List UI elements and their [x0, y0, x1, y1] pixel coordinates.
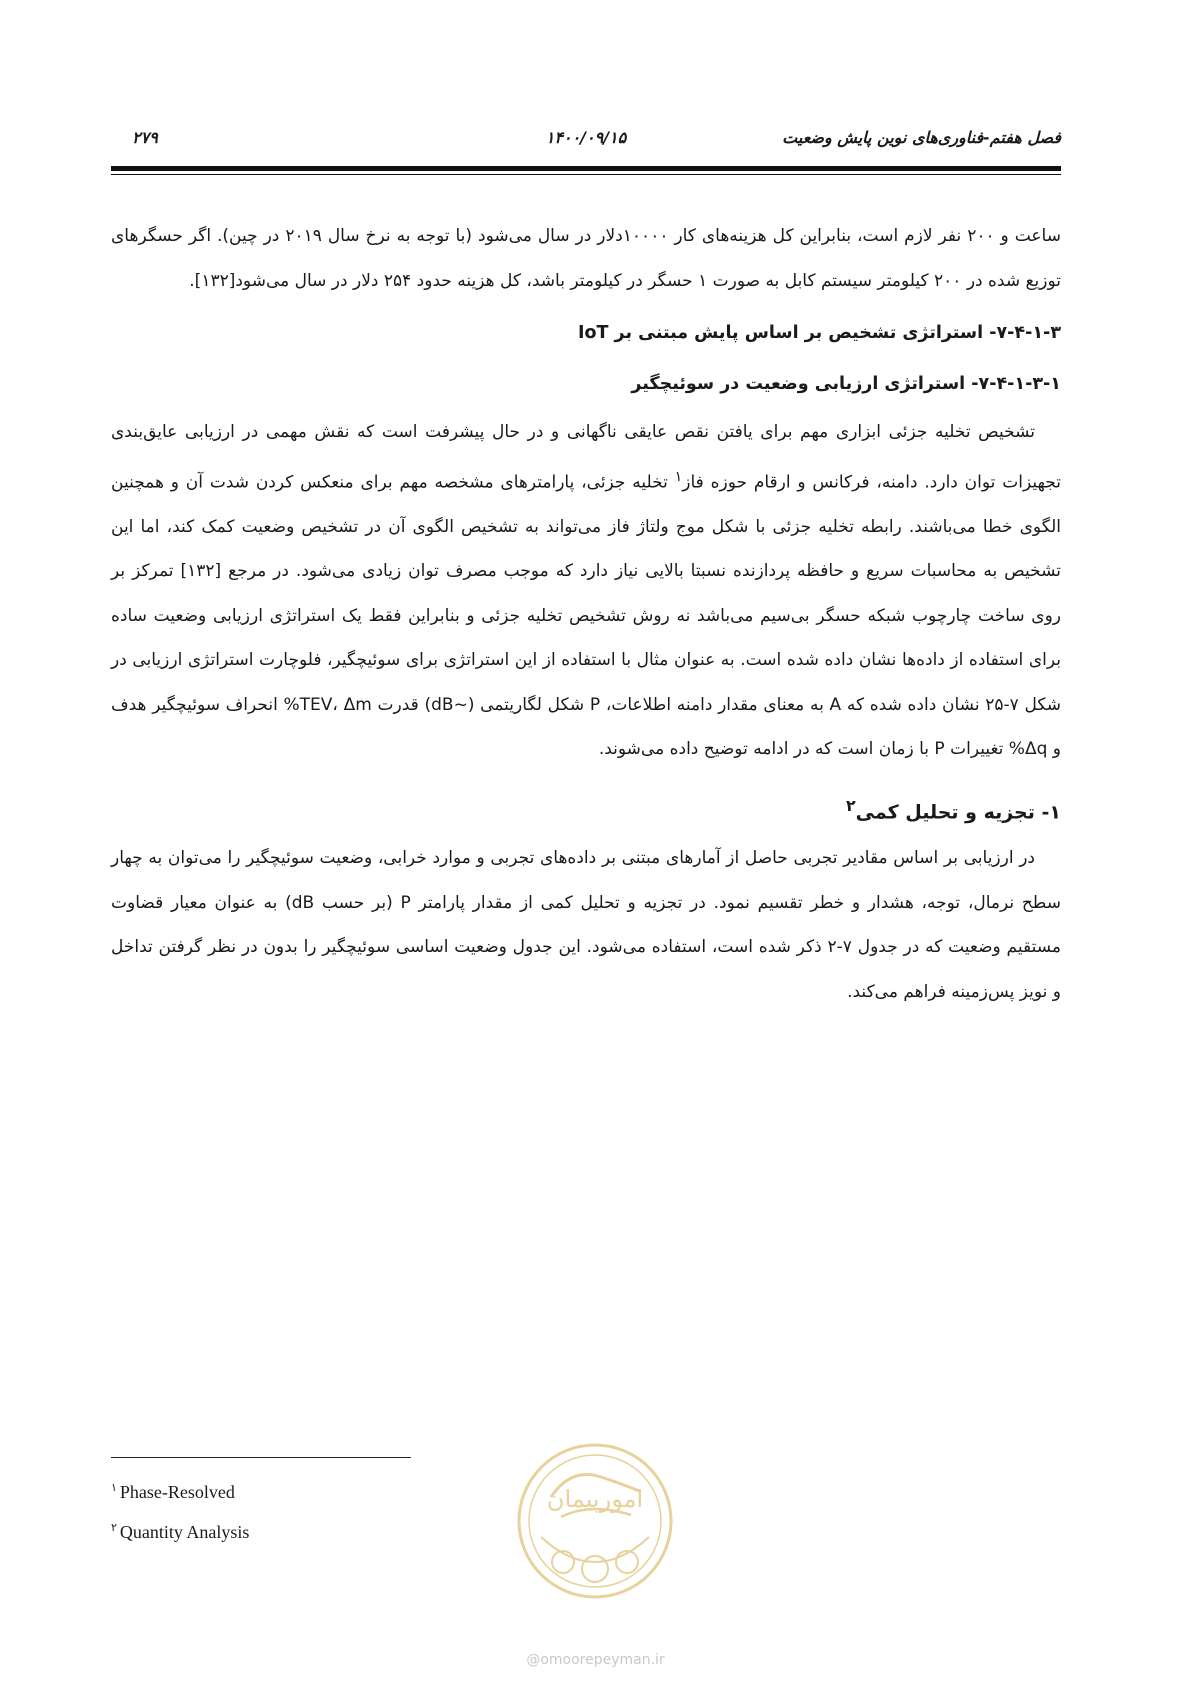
paragraph-partial-discharge: [111, 410, 1061, 772]
section-heading: ۷-۴-۱-۳- استراتژی تشخیص بر اساس پایش مبتنی بر IoT: [577, 323, 1061, 343]
footnote-1: [111, 1470, 249, 1510]
paragraph-text-2: تخلیه جزئی، پارامترهای مشخصه مهم برای منعکس کردن شدت آن و همچنین الگوی خطا می‌باشند. رابطه تخلیه جزئی با شکل موج ولتاژ فاز می‌تواند به تشخیص الگوی آن در تشخیص وضعیت کمک کند، اما این تشخیص به محاسبات سریع و حافظه پردازنده نسبتا بالایی نیاز دارد که موجب مصرف توان زیادی می‌شود. در مرجع [۱۳۲] تمرکز بر روی ساخت چارچوب شبکه حسگر بی‌سیم می‌باشد نه روش تشخیص تخلیه جزئی و بنابراین فقط یک استراتژی ارزیابی وضعیت ساده برای استفاده از داده‌ها نشان داده شده است. به عنوان مثال با استفاده از این استراتژی برای سوئیچگیر، فلوچارت استراتژی ارزیابی در شکل ۷-۲۵ نشان داده شده که A به معنای مقدار دامنه اطلاعات، P شکل لگاریتمی (~dB) قدرت TEV، Δm% انحراف سوئیچگیر هدف و Δq% تغییرات P با زمان است که در ادامه توضیح داده می‌شوند.: [111, 472, 1062, 760]
list-heading-quantitative: [111, 784, 1061, 835]
footnote-2: [111, 1510, 249, 1550]
footnote-text: Phase-Resolved: [119, 1482, 235, 1502]
footnotes: [111, 1470, 249, 1550]
page-header: [111, 128, 1061, 154]
document-body: [111, 214, 1061, 1014]
footnote-mark: ۲: [111, 1522, 117, 1534]
header-rule: [111, 166, 1061, 171]
paragraph-cost: ساعت و ۲۰۰ نفر لازم است، بنابراین کل هزینه‌های کار ۱۰۰۰۰دلار در سال می‌شود (با توجه به نرخ سال ۲۰۱۹ در چین). اگر حسگرهای توزیع شده در ۲۰۰ کیلومتر سیستم کابل به صورت ۱ حسگر در کیلومتر باشد، کل هزینه حدود ۲۵۴ دلار در سال می‌شود[۱۳۲].: [111, 226, 1061, 291]
header-date: ۱۴۰۰/۰۹/۱۵: [545, 128, 627, 147]
watermark-seal-icon: [511, 1437, 679, 1637]
page-number: ۲۷۹: [132, 128, 158, 147]
watermark-url: @omoorepeyman.ir: [526, 1652, 665, 1668]
subsection-heading: ۷-۴-۱-۳-۱- استراتژی ارزیابی وضعیت در سوئیچگیر: [631, 373, 1061, 394]
footnote-text: Quantity Analysis: [119, 1522, 250, 1542]
footnote-ref-1[interactable]: ۱: [674, 468, 683, 485]
seal-text: امورپیمان: [546, 1485, 644, 1513]
chapter-title: فصل هفتم-فناوری‌های نوین پایش وضعیت: [782, 128, 1061, 147]
paragraph-text-1: تشخیص تخلیه جزئی ابزاری مهم برای یافتن نقص عایقی ناگهانی و در حال پیشرفت است که نقش مهمی در ارزیابی عایق‌بندی تجهیزات توان دارد. دامنه، فرکانس و ارقام حوزه فاز: [111, 422, 1061, 493]
footnote-mark: ۱: [111, 1482, 117, 1494]
heading-text: ۱- تجزیه و تحلیل کمی: [855, 800, 1061, 823]
footnote-separator: [111, 1457, 411, 1458]
footnote-ref-2[interactable]: ۲: [845, 795, 856, 815]
paragraph-assessment: در ارزیابی بر اساس مقادیر تجربی حاصل از آمارهای مبتنی بر داده‌های تجربی و موارد خرابی، وضعیت سوئیچگیر را می‌توان به چهار سطح نرمال، توجه، هشدار و خطر تقسیم نمود. در تجزیه و تحلیل کمی از مقدار پارامتر P (بر حسب dB) به عنوان معیار قضاوت مستقیم وضعیت که در جدول ۷-۲ ذکر شده است، استفاده می‌شود. این جدول وضعیت اساسی سوئیچگیر را بدون در نظر گرفتن تداخل و نویز پس‌زمینه فراهم می‌کند.: [111, 848, 1061, 1002]
